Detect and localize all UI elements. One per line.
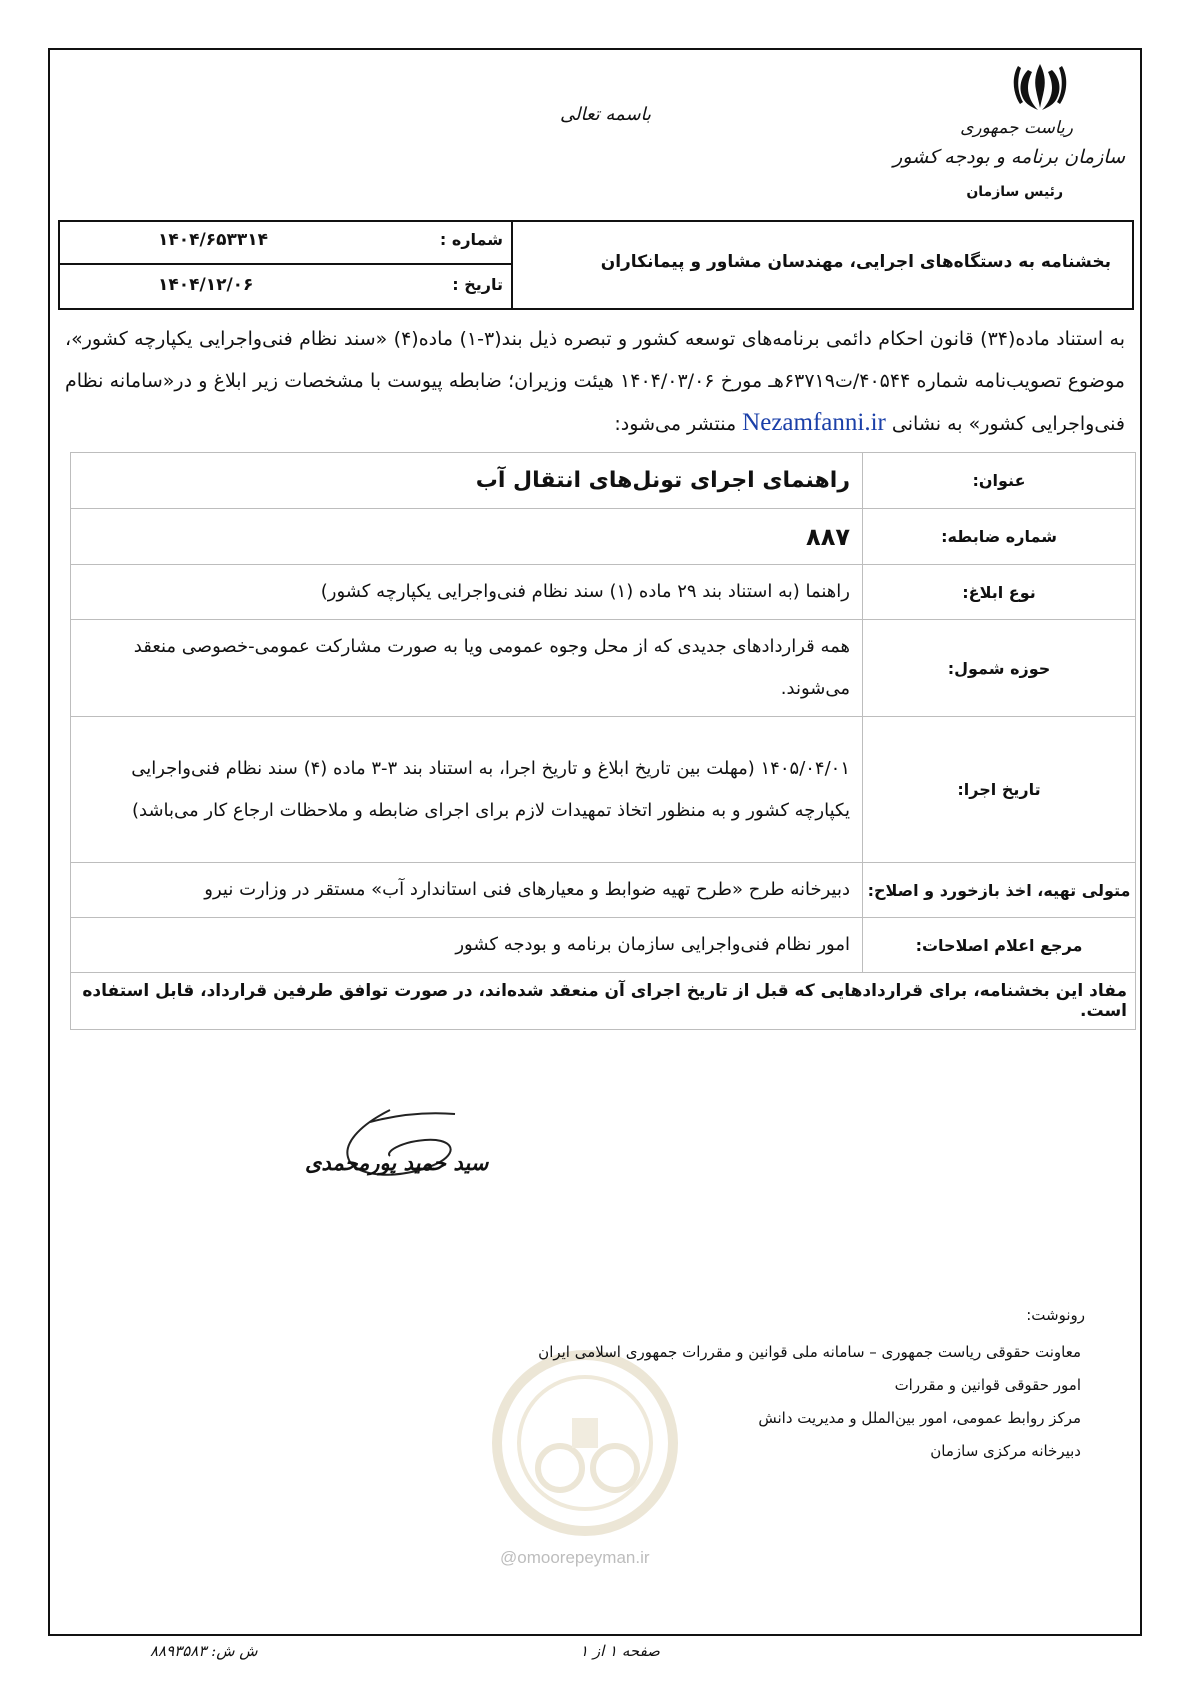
date-value: ۱۴۰۴/۱۲/۰۶	[158, 275, 254, 295]
intro-text-after: منتشر می‌شود:	[614, 413, 737, 435]
row-value-title: راهنمای اجرای تونل‌های انتقال آب	[71, 453, 863, 509]
circular-title: بخشنامه به دستگاه‌های اجرایی، مهندسان مشاور و پیمانکاران	[600, 252, 1111, 272]
circular-meta	[58, 220, 513, 310]
row-label-scope: حوزه شمول:	[863, 620, 1136, 717]
row-label-reference: مرجع اعلام اصلاحات:	[863, 918, 1136, 973]
row-value-code: ۸۸۷	[71, 509, 863, 565]
row-label-type: نوع ابلاغ:	[863, 565, 1136, 620]
row-value-effective-date: ۱۴۰۵/۰۴/۰۱ (مهلت بین تاریخ ابلاغ و تاریخ اجرا، به استناد بند ۳-۳ ماده (۴) سند نظام فنی‌واجرایی یکپارچه کشور و به منظور اتخاذ تمهیدات لازم برای اجرای ضابطه و ملاحظات ارجاع کار می‌باشد)	[71, 717, 863, 863]
list-item: دبیرخانه مرکزی سازمان	[930, 1442, 1081, 1460]
row-value-scope: همه قراردادهای جدیدی که از محل وجوه عمومی ویا به صورت مشارکت عمومی-خصوصی منعقد می‌شوند.	[71, 620, 863, 717]
table-row	[71, 717, 1136, 863]
date-label: تاریخ :	[452, 275, 503, 294]
meta-number-row	[58, 220, 511, 265]
cc-list	[538, 1336, 1081, 1468]
number-label: شماره :	[439, 230, 503, 249]
table-row	[71, 565, 1136, 620]
row-value-type: راهنما (به استناد بند ۲۹ ماده (۱) سند نظام فنی‌واجرایی یکپارچه کشور)	[71, 565, 863, 620]
row-label-custodian: متولی تهیه، اخذ بازخورد و اصلاح:	[863, 863, 1136, 918]
table-footer-note: مفاد این بخشنامه، برای قراردادهایی که قبل از تاریخ اجرای آن منعقد شده‌اند، در صورت توافق طرفین قرارداد، قابل استفاده است.	[71, 973, 1136, 1030]
serial-number: ش ش: ۸۸۹۳۵۸۳	[150, 1642, 258, 1660]
info-table	[70, 452, 1136, 1030]
meta-date-row	[58, 265, 511, 308]
number-value: ۱۴۰۴/۶۵۳۳۱۴	[158, 230, 268, 250]
basmala: باسمه تعالی	[560, 104, 652, 125]
row-label-code: شماره ضابطه:	[863, 509, 1136, 565]
table-row	[71, 620, 1136, 717]
table-row	[71, 509, 1136, 565]
table-row	[71, 863, 1136, 918]
signatory-name: سید حمید پورمحمدی	[305, 1150, 489, 1175]
cc-heading: رونوشت:	[1026, 1306, 1085, 1324]
row-value-reference: امور نظام فنی‌واجرایی سازمان برنامه و بودجه کشور	[71, 918, 863, 973]
org-line-presidency: ریاست جمهوری	[960, 118, 1073, 138]
signature-mark	[330, 1100, 480, 1190]
intro-text-before: به استناد ماده(۳۴) قانون احکام دائمی برنامه‌های توسعه کشور و تبصره ذیل بند(۳-۱) ماده(۴) «سند نظام فنی‌واجرایی یکپارچه کشور»، موضوع تصویب‌نامه شماره ۴۰۵۴۴/ت۶۳۷۱۹هـ مورخ ۱۴۰۴/۰۳/۰۶ هیئت وزیران؛ ضابطه پیوست با مشخصات زیر ابلاغ و در«سامانه نظام فنی‌واجرایی کشور» به نشانی	[65, 328, 1126, 435]
iran-emblem-icon	[985, 58, 1095, 116]
site-link[interactable]: Nezamfanni.ir	[742, 409, 886, 436]
page-number: صفحه ۱ از ۱	[580, 1642, 660, 1660]
table-row	[71, 453, 1136, 509]
row-value-custodian: دبیرخانه طرح «طرح تهیه ضوابط و معیارهای فنی استاندارد آب» مستقر در وزارت نیرو	[71, 863, 863, 918]
row-label-effective-date: تاریخ اجرا:	[863, 717, 1136, 863]
intro-paragraph	[65, 318, 1125, 445]
list-item: معاونت حقوقی ریاست جمهوری – سامانه ملی قوانین و مقررات جمهوری اسلامی ایران	[538, 1343, 1081, 1361]
org-line-organization: سازمان برنامه و بودجه کشور	[893, 146, 1125, 168]
row-label-title: عنوان:	[863, 453, 1136, 509]
list-item: مرکز روابط عمومی، امور بین‌الملل و مدیریت دانش	[758, 1409, 1081, 1427]
org-line-head: رئیس سازمان	[966, 184, 1063, 200]
list-item: امور حقوقی قوانین و مقررات	[894, 1376, 1081, 1394]
table-row	[71, 918, 1136, 973]
watermark-text: @omoorepeyman.ir	[500, 1548, 650, 1567]
table-row	[71, 973, 1136, 1030]
